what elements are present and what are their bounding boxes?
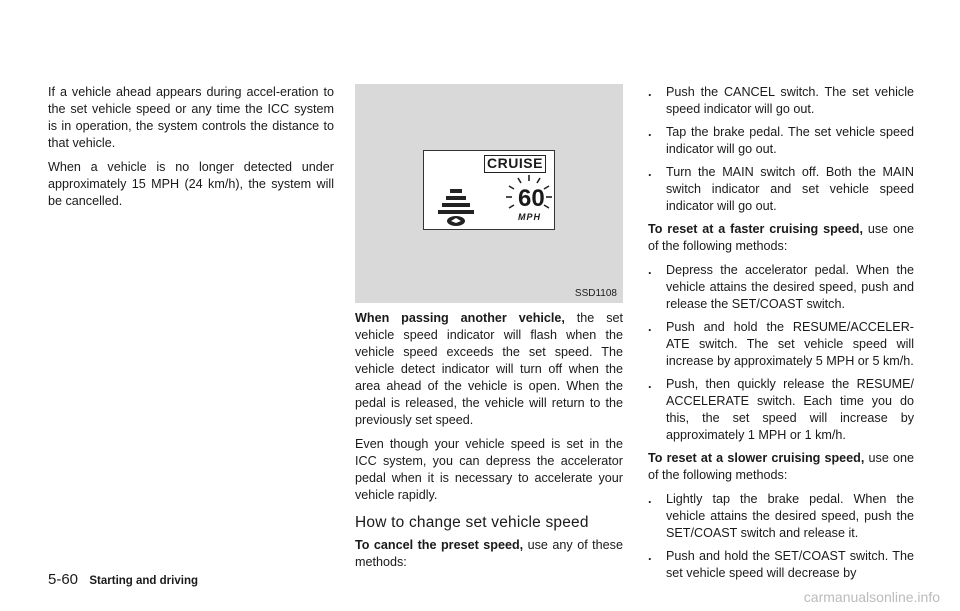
set-speed-unit: MPH	[518, 212, 541, 222]
list-item: . Turn the MAIN switch off. Both the MAIN switch indicator and set vehicle speed indicator will go out.	[648, 165, 914, 213]
bullet: .	[648, 549, 652, 563]
section-heading: How to change set vehicle speed	[355, 514, 589, 531]
body-text: use any of these methods:	[355, 538, 623, 569]
bullet: .	[648, 492, 652, 506]
cruise-display-figure	[355, 84, 623, 303]
paragraph	[355, 310, 623, 429]
left-column	[48, 84, 334, 217]
list-item: . Push, then quickly release the RESUME/ ACCELERATE switch. Each time you do this, the set speed will increase by approximately 1 MPH or 1 km/h.	[648, 377, 914, 442]
body-text: use one of the following methods:	[648, 222, 914, 253]
bullet: .	[648, 85, 652, 99]
cruise-indicator: CRUISE	[484, 155, 546, 173]
section-name: Starting and driving	[89, 575, 198, 587]
list-item: . Push and hold the SET/COAST switch. The set vehicle speed will decrease by	[648, 549, 914, 580]
paragraph: Even though your vehicle speed is set in the ICC system, you can depress the accelerator pedal when it is necessary to accelerate your vehicle rapidly.	[355, 437, 623, 502]
paragraph	[648, 221, 914, 255]
list-item: . Push the CANCEL switch. The set vehicle speed indicator will go out.	[648, 85, 914, 116]
paragraph: If a vehicle ahead appears during accel-eration to the set vehicle speed or any time the ICC system is in operation, the system controls the distance to that vehicle.	[48, 85, 334, 150]
figure-code: SSD1108	[574, 288, 617, 299]
body-text: use one of the following methods:	[648, 451, 914, 482]
bullet: .	[648, 125, 652, 139]
paragraph	[355, 537, 623, 571]
lead-text: To cancel the preset speed,	[355, 538, 524, 552]
lead-text: When passing another vehicle,	[355, 311, 565, 325]
bullet: .	[648, 165, 652, 179]
paragraph	[648, 450, 914, 484]
right-column	[648, 84, 914, 588]
list-item: . Lightly tap the brake pedal. When the vehicle attains the desired speed, push the SET/COAST switch and release it.	[648, 492, 914, 540]
watermark: carmanualsonline.info	[803, 589, 940, 605]
bullet: .	[648, 320, 652, 334]
middle-column	[355, 310, 623, 578]
list-item: . Tap the brake pedal. The set vehicle speed indicator will go out.	[648, 125, 914, 156]
list-item: . Depress the accelerator pedal. When the vehicle attains the desired speed, push and release the SET/COAST switch.	[648, 263, 914, 311]
bullet: .	[648, 263, 652, 277]
list-item: . Push and hold the RESUME/ACCELER-ATE switch. The set vehicle speed will increase by approximately 5 MPH or 5 km/h.	[648, 320, 914, 368]
lead-text: To reset at a faster cruising speed,	[648, 222, 863, 236]
bullet: .	[648, 377, 652, 391]
page-number: 5-60	[48, 571, 79, 588]
paragraph: When a vehicle is no longer detected under approximately 15 MPH (24 km/h), the system will be cancelled.	[48, 160, 334, 208]
vehicle-ahead-icon	[438, 189, 474, 227]
body-text: the set vehicle speed indicator will flash when the vehicle speed exceeds the set speed. The vehicle detect indicator will turn off when the area ahead of the vehicle is open. When the pedal is released, the vehicle will return to the previously set speed.	[355, 311, 624, 427]
meter-display	[423, 150, 555, 230]
page-footer	[48, 571, 198, 588]
lead-text: To reset at a slower cruising speed,	[648, 451, 865, 465]
set-speed-value: 60	[518, 185, 545, 212]
